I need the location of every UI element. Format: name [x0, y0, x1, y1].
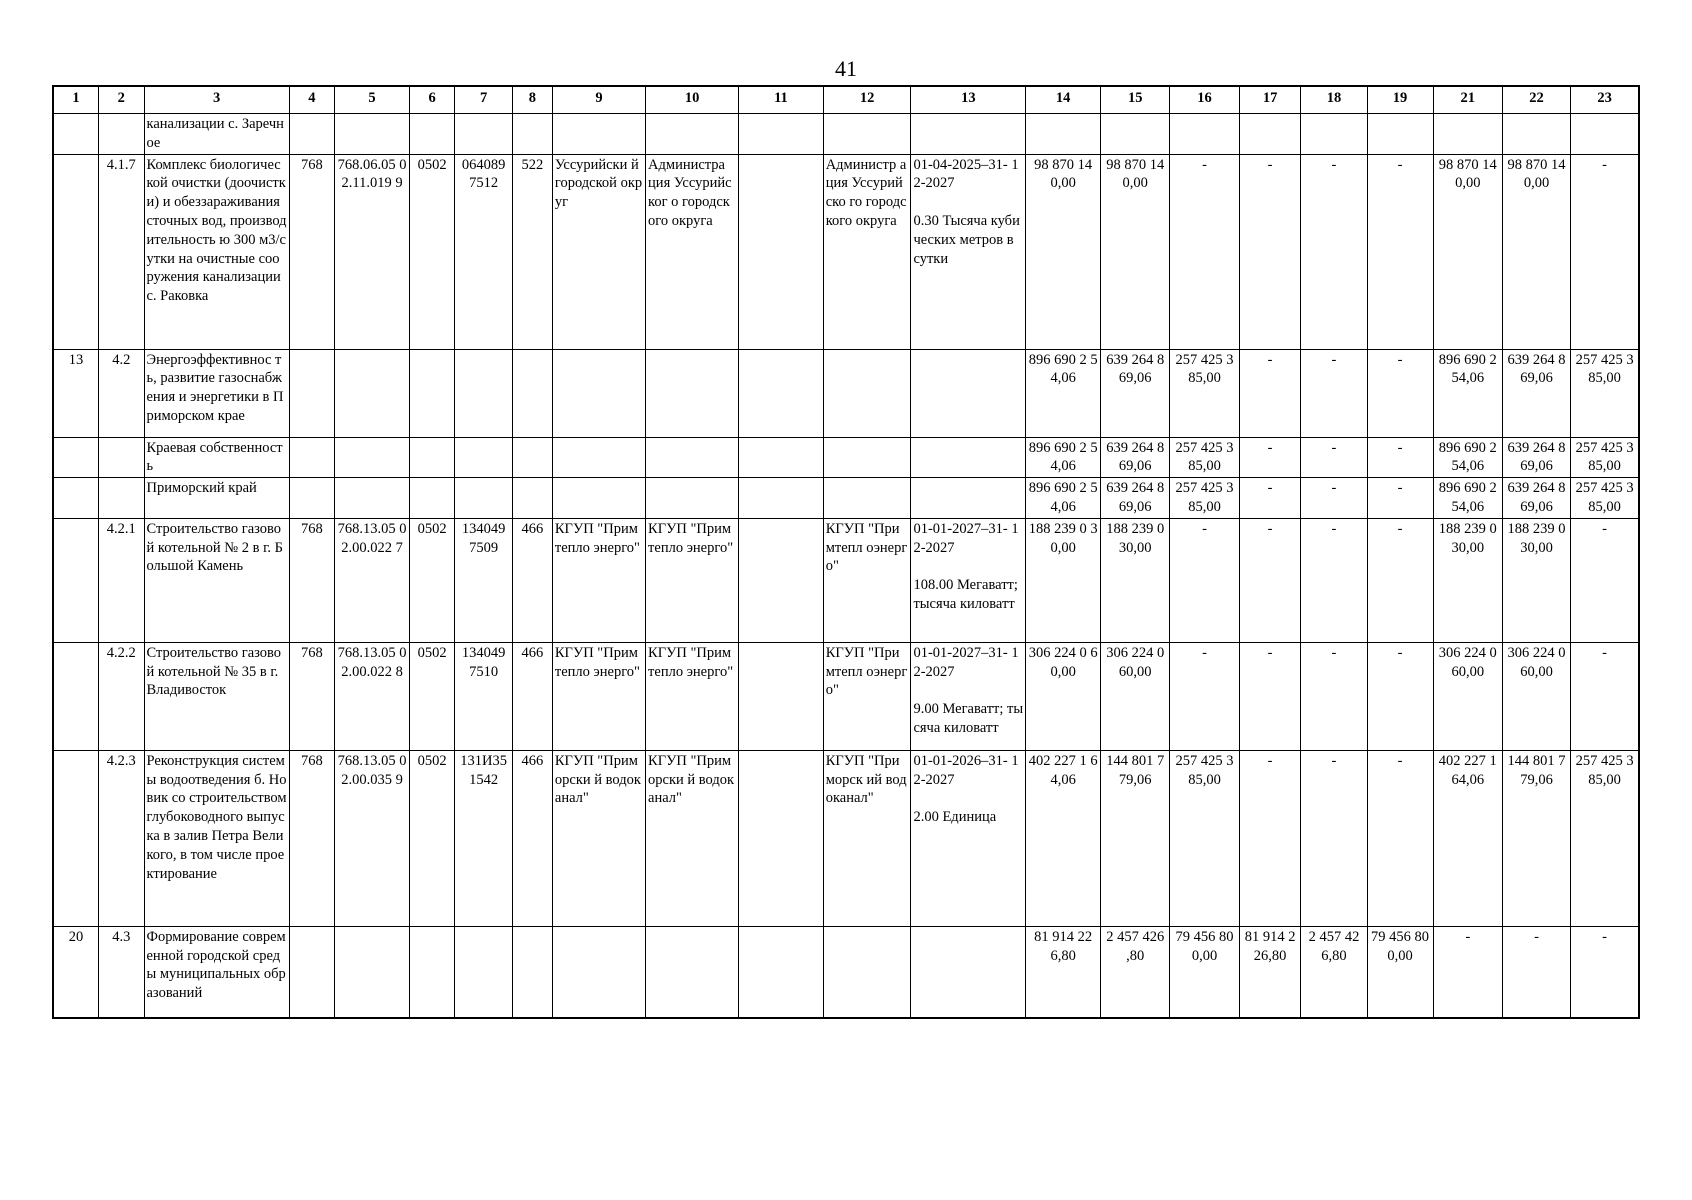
table-cell: 134049 7509 [455, 518, 512, 642]
table-cell: 79 456 80 0,00 [1170, 926, 1239, 1018]
table-cell: 188 239 0 30,00 [1101, 518, 1170, 642]
table-row [53, 478, 1639, 519]
table-cell: Формирование современной городской среды муниципальных образований [144, 926, 289, 1018]
table-cell: 896 690 2 54,06 [1026, 437, 1101, 478]
table-cell: 768 [289, 642, 335, 750]
table-cell [512, 114, 552, 155]
table-cell: 188 239 0 30,00 [1433, 518, 1502, 642]
table-cell [455, 437, 512, 478]
table-cell: 522 [512, 154, 552, 349]
table-cell: 768.13.05 02.00.035 9 [335, 750, 410, 926]
table-cell: 81 914 2 26,80 [1239, 926, 1301, 1018]
table-cell: КГУП "Примтепл оэнерго" [823, 642, 911, 750]
table-cell: Комплекс биологической очистки (доочистки) и обеззараживания сточных вод, производительность ю 300 м3/сутки на очистные сооружения канализации с. Раковка [144, 154, 289, 349]
table-cell [1170, 114, 1239, 155]
table-cell [646, 437, 739, 478]
table-cell: Администр ация Уссурийско го городского округа [823, 154, 911, 349]
table-row [53, 437, 1639, 478]
table-cell [409, 478, 455, 519]
table-cell: 306 224 0 60,00 [1433, 642, 1502, 750]
table-cell: - [1301, 154, 1367, 349]
table-cell [739, 437, 824, 478]
table-cell: 13 [53, 349, 99, 437]
table-cell [646, 349, 739, 437]
table-cell [823, 437, 911, 478]
table-cell: Уссурийски й городской округ [552, 154, 645, 349]
table-cell: 131И35 1542 [455, 750, 512, 926]
table-cell [823, 349, 911, 437]
table-cell: 064089 7512 [455, 154, 512, 349]
table-cell [739, 478, 824, 519]
table-cell [53, 642, 99, 750]
table-cell: 639 264 8 69,06 [1101, 349, 1170, 437]
table-cell: КГУП "Примтепло энерго" [552, 642, 645, 750]
table-row [53, 154, 1639, 349]
table-cell [823, 478, 911, 519]
table-cell [455, 349, 512, 437]
table-cell: Администра ция Уссурийског о городского округа [646, 154, 739, 349]
table-cell: Реконструкция системы водоотведения б. Новик со строительством глубоководного выпуска в залив Петра Великого, в том числе проектирование [144, 750, 289, 926]
table-cell: 2 457 426 ,80 [1101, 926, 1170, 1018]
table-cell: 768 [289, 750, 335, 926]
table-cell: 98 870 14 0,00 [1026, 154, 1101, 349]
table-cell [739, 642, 824, 750]
table-cell [552, 114, 645, 155]
table-cell [512, 478, 552, 519]
table-cell: 768.13.05 02.00.022 7 [335, 518, 410, 642]
table-cell [99, 437, 145, 478]
table-cell: 4.2.1 [99, 518, 145, 642]
table-cell: - [1367, 478, 1433, 519]
table-cell: 79 456 80 0,00 [1367, 926, 1433, 1018]
table-cell: - [1301, 750, 1367, 926]
table-cell: 639 264 8 69,06 [1502, 478, 1570, 519]
table-cell: КГУП "Приморски й водоканал" [646, 750, 739, 926]
table-cell: 306 224 0 60,00 [1026, 642, 1101, 750]
column-header: 4 [289, 86, 335, 114]
table-cell: 257 425 3 85,00 [1571, 750, 1639, 926]
table-row [53, 518, 1639, 642]
table-cell: - [1301, 642, 1367, 750]
table-cell: 4.3 [99, 926, 145, 1018]
table-cell: 402 227 1 64,06 [1026, 750, 1101, 926]
table-cell [646, 926, 739, 1018]
table-cell: 2 457 42 6,80 [1301, 926, 1367, 1018]
table-cell [409, 349, 455, 437]
column-header: 23 [1571, 86, 1639, 114]
table-cell [911, 926, 1026, 1018]
table-cell [739, 750, 824, 926]
column-header: 14 [1026, 86, 1101, 114]
table-cell [739, 154, 824, 349]
table-cell: Краевая собственность [144, 437, 289, 478]
table-cell [99, 478, 145, 519]
table-cell [455, 926, 512, 1018]
table-cell: - [1571, 642, 1639, 750]
table-cell: 98 870 14 0,00 [1502, 154, 1570, 349]
table-cell [911, 349, 1026, 437]
column-header: 2 [99, 86, 145, 114]
table-cell: 768 [289, 518, 335, 642]
column-header: 15 [1101, 86, 1170, 114]
table-cell: - [1170, 154, 1239, 349]
table-cell [512, 437, 552, 478]
table-cell: КГУП "Приморски й водоканал" [552, 750, 645, 926]
column-header: 22 [1502, 86, 1570, 114]
table-cell [1571, 114, 1639, 155]
table-cell: - [1571, 926, 1639, 1018]
table-cell [646, 478, 739, 519]
table-cell [289, 926, 335, 1018]
column-header: 6 [409, 86, 455, 114]
table-cell: 639 264 8 69,06 [1101, 478, 1170, 519]
table-cell: 768 [289, 154, 335, 349]
table-cell [335, 114, 410, 155]
table-cell [53, 437, 99, 478]
table-cell [455, 114, 512, 155]
table-cell: 98 870 14 0,00 [1101, 154, 1170, 349]
table-cell [289, 478, 335, 519]
table-cell: 257 425 3 85,00 [1170, 349, 1239, 437]
table-cell [53, 114, 99, 155]
table-cell: - [1367, 349, 1433, 437]
table-cell: 4.2 [99, 349, 145, 437]
table-cell [1433, 114, 1502, 155]
table-cell [823, 114, 911, 155]
table-cell: 257 425 3 85,00 [1170, 478, 1239, 519]
table-cell: - [1301, 437, 1367, 478]
table-cell: - [1170, 518, 1239, 642]
table-cell: 257 425 3 85,00 [1571, 437, 1639, 478]
table-cell: Строительство газовой котельной № 2 в г. Большой Камень [144, 518, 289, 642]
table-cell: 896 690 2 54,06 [1433, 478, 1502, 519]
table-cell: 402 227 1 64,06 [1433, 750, 1502, 926]
table-cell [739, 518, 824, 642]
table-cell: 0502 [409, 518, 455, 642]
table-cell: 257 425 3 85,00 [1170, 750, 1239, 926]
column-header: 17 [1239, 86, 1301, 114]
column-header: 5 [335, 86, 410, 114]
table-cell: - [1502, 926, 1570, 1018]
table-row [53, 642, 1639, 750]
table-row [53, 750, 1639, 926]
table-cell: - [1433, 926, 1502, 1018]
table-cell: 4.2.2 [99, 642, 145, 750]
table-cell: 466 [512, 750, 552, 926]
table-cell [1502, 114, 1570, 155]
table-cell: - [1301, 349, 1367, 437]
column-header: 12 [823, 86, 911, 114]
column-header: 9 [552, 86, 645, 114]
column-header: 8 [512, 86, 552, 114]
table-cell [911, 437, 1026, 478]
table-cell [1239, 114, 1301, 155]
table-cell: 144 801 7 79,06 [1101, 750, 1170, 926]
table-cell: 134049 7510 [455, 642, 512, 750]
table-cell: 639 264 8 69,06 [1502, 349, 1570, 437]
column-header: 13 [911, 86, 1026, 114]
table-cell: 188 239 0 30,00 [1026, 518, 1101, 642]
table-cell [1367, 114, 1433, 155]
table-cell [409, 926, 455, 1018]
table-cell: 896 690 2 54,06 [1026, 349, 1101, 437]
table-cell: 01-01-2026–31- 12-2027 2.00 Единица [911, 750, 1026, 926]
table-cell: - [1367, 642, 1433, 750]
table-cell: 81 914 22 6,80 [1026, 926, 1101, 1018]
table-cell [552, 437, 645, 478]
table-cell [911, 478, 1026, 519]
table-cell: КГУП "Примтепло энерго" [552, 518, 645, 642]
table-cell: - [1239, 478, 1301, 519]
table-cell [53, 154, 99, 349]
table-cell: - [1239, 349, 1301, 437]
table-cell [1026, 114, 1101, 155]
table-cell [512, 926, 552, 1018]
table-cell: - [1239, 750, 1301, 926]
table-cell: 768.06.05 02.11.019 9 [335, 154, 410, 349]
column-header: 10 [646, 86, 739, 114]
table-cell: 306 224 0 60,00 [1502, 642, 1570, 750]
table-cell: 639 264 8 69,06 [1502, 437, 1570, 478]
column-header: 19 [1367, 86, 1433, 114]
header-row [53, 86, 1639, 114]
table-cell: - [1367, 437, 1433, 478]
page-number: 41 [835, 56, 857, 81]
table-cell: 144 801 7 79,06 [1502, 750, 1570, 926]
table-cell: - [1239, 642, 1301, 750]
table-cell: канализации с. Заречное [144, 114, 289, 155]
table-cell [739, 349, 824, 437]
table-cell: - [1571, 154, 1639, 349]
table-cell: КГУП "Примтепло энерго" [646, 642, 739, 750]
table-cell [552, 349, 645, 437]
table-cell [911, 114, 1026, 155]
table-cell: - [1170, 642, 1239, 750]
table-cell: 639 264 8 69,06 [1101, 437, 1170, 478]
table-cell: 188 239 0 30,00 [1502, 518, 1570, 642]
column-header: 11 [739, 86, 824, 114]
budget-table [52, 85, 1640, 1019]
table-cell [552, 478, 645, 519]
table-cell: - [1301, 518, 1367, 642]
table-cell: 896 690 2 54,06 [1433, 437, 1502, 478]
table-cell [552, 926, 645, 1018]
table-cell [289, 349, 335, 437]
table-cell: - [1367, 154, 1433, 349]
table-cell: 0502 [409, 642, 455, 750]
table-cell: 257 425 3 85,00 [1571, 478, 1639, 519]
table-cell [335, 349, 410, 437]
table-cell: 01-01-2027–31- 12-2027 108.00 Мегаватт; тысяча киловатт [911, 518, 1026, 642]
table-cell: КГУП "Приморск ий водоканал" [823, 750, 911, 926]
table-cell: - [1301, 478, 1367, 519]
table-cell [99, 114, 145, 155]
column-header: 1 [53, 86, 99, 114]
table-cell [53, 750, 99, 926]
table-cell: 257 425 3 85,00 [1571, 349, 1639, 437]
column-header: 3 [144, 86, 289, 114]
table-cell: 4.2.3 [99, 750, 145, 926]
table-cell: 0502 [409, 154, 455, 349]
table-cell: - [1367, 518, 1433, 642]
table-cell: Приморский край [144, 478, 289, 519]
table-cell [1101, 114, 1170, 155]
table-cell [739, 926, 824, 1018]
table-cell: 01-01-2027–31- 12-2027 9.00 Мегаватт; тысяча киловатт [911, 642, 1026, 750]
table-row [53, 349, 1639, 437]
table-cell [739, 114, 824, 155]
table-cell [455, 478, 512, 519]
table-cell: - [1571, 518, 1639, 642]
table-cell: 98 870 14 0,00 [1433, 154, 1502, 349]
table-row [53, 926, 1639, 1018]
table-cell [289, 437, 335, 478]
table-cell: 896 690 2 54,06 [1026, 478, 1101, 519]
table-cell: 896 690 2 54,06 [1433, 349, 1502, 437]
table-cell: КГУП "Примтепл оэнерго" [823, 518, 911, 642]
table-cell [409, 437, 455, 478]
table-cell [512, 349, 552, 437]
column-header: 7 [455, 86, 512, 114]
table-cell: 466 [512, 642, 552, 750]
table-cell: КГУП "Примтепло энерго" [646, 518, 739, 642]
table-cell: 01-04-2025–31- 12-2027 0.30 Тысяча кубических метров в сутки [911, 154, 1026, 349]
table-cell: - [1239, 437, 1301, 478]
table-cell: - [1239, 154, 1301, 349]
table-cell: 466 [512, 518, 552, 642]
table-cell [409, 114, 455, 155]
table-body [53, 114, 1639, 1019]
column-header: 16 [1170, 86, 1239, 114]
table-cell [1301, 114, 1367, 155]
column-header: 18 [1301, 86, 1367, 114]
table-cell: 768.13.05 02.00.022 8 [335, 642, 410, 750]
table-cell: - [1367, 750, 1433, 926]
table-cell [53, 518, 99, 642]
table-cell: 20 [53, 926, 99, 1018]
column-header: 21 [1433, 86, 1502, 114]
table-cell: Строительство газовой котельной № 35 в г. Владивосток [144, 642, 289, 750]
table-cell [335, 926, 410, 1018]
table-cell [335, 437, 410, 478]
table-cell [335, 478, 410, 519]
table-row [53, 114, 1639, 155]
table-cell: 0502 [409, 750, 455, 926]
table-cell: 257 425 3 85,00 [1170, 437, 1239, 478]
table-cell: - [1239, 518, 1301, 642]
table-cell [646, 114, 739, 155]
table-cell: 4.1.7 [99, 154, 145, 349]
table-cell [289, 114, 335, 155]
table-cell: 306 224 0 60,00 [1101, 642, 1170, 750]
table-cell [53, 478, 99, 519]
table-cell [823, 926, 911, 1018]
table-cell: Энергоэффективнос ть, развитие газоснабжения и энергетики в Приморском крае [144, 349, 289, 437]
